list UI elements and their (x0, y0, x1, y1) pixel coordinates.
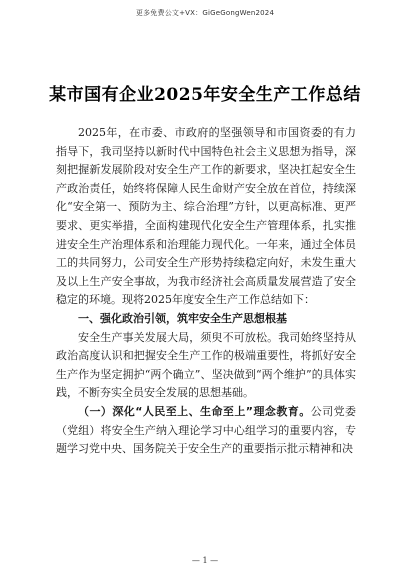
page-number: — 1 — (191, 556, 219, 565)
subsection-1-lead: （一）深化“人民至上、生命至上”理念教育。 (78, 404, 311, 418)
subsection-1-paragraph (56, 403, 356, 459)
intro-paragraph: 2025年，在市委、市政府的坚强领导和市国资委的有力指导下，我司坚持以新时代中国特色社会主义思想为指导，深刻把握新发展阶段对安全生产工作的新要求，坚决扛起安全生产政治责任，始终将保障人民生命财产安全放在首位，持续深化“安全第一、预防为主、综合治理”方针，以更高标准、更严要求、更实举措，全面构建现代化安全生产管理体系，扎实推进安全生产治理体系和治理能力现代化。一年来，通过全体员工的共同努力，公司安全生产形势持续稳定向好，未发生重大及以上生产安全事故，为我市经济社会高质量发展营造了安全稳定的环境。现将2025年度安全生产工作总结如下： (56, 126, 356, 307)
section-1-paragraph: 安全生产事关发展大局，须臾不可放松。我司始终坚持从政治高度认识和把握安全生产工作的极端重要性，将抓好安全生产作为坚定拥护“两个确立”、坚决做到“两个维护”的具体实践，不断夯实全员安全发展的思想基础。 (56, 330, 356, 400)
document-body (56, 124, 356, 459)
section-1-heading: 一、强化政治引领，筑牢安全生产思想根基 (78, 311, 287, 325)
header-note: 更多免费公文+VX：GiGeGongWen2024 (135, 9, 275, 17)
document-title: 某市国有企业2025年安全生产工作总结 (49, 85, 361, 105)
subsection-1-text: 公司党委（党组）将安全生产纳入理论学习中心组学习的重要内容，专题学习党中央、国务院关于安全生产的重要指示批示精神和决 (56, 404, 357, 456)
